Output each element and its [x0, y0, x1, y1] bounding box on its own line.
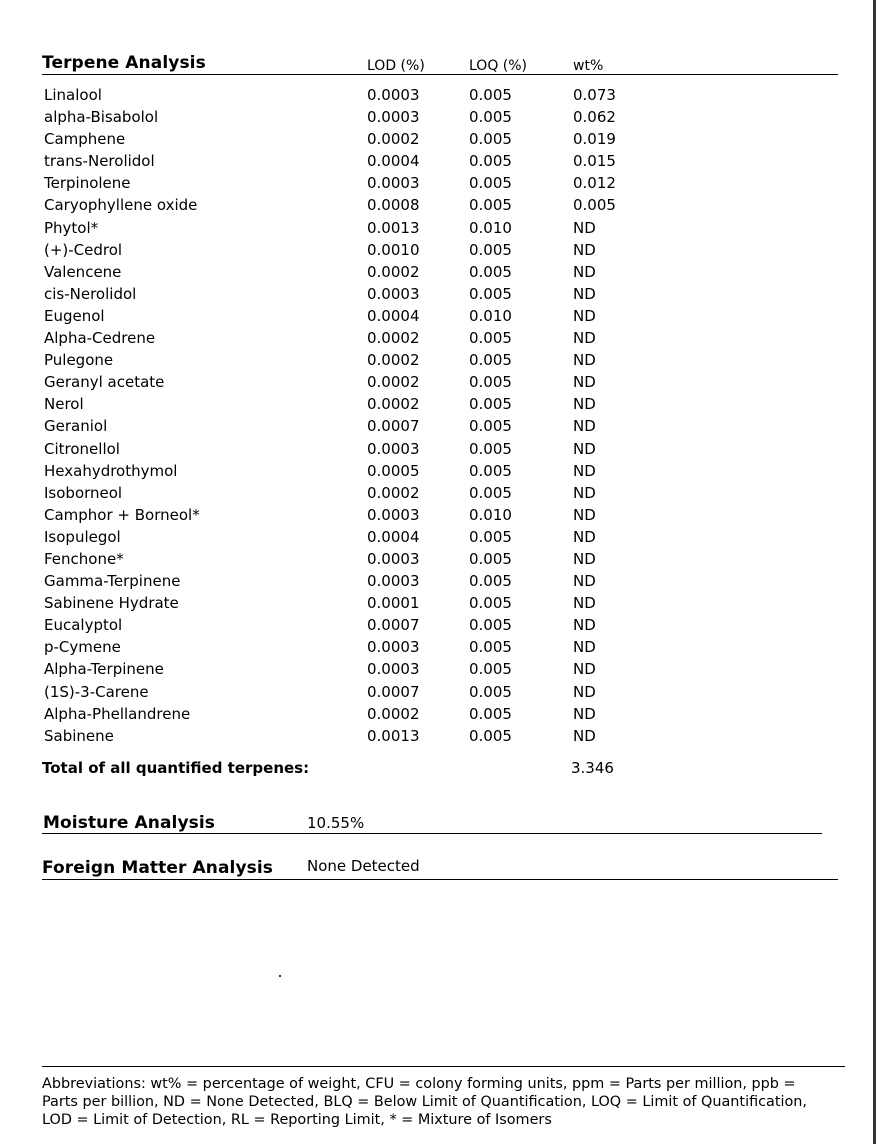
terpene-name: Terpinolene: [44, 174, 131, 193]
lod-value: 0.0007: [367, 417, 420, 436]
abbreviations-note: Abbreviations: wt% = percentage of weight, CFU = colony forming units, ppm = Parts per million, ppb = Parts per billion, ND = None Detected, BLQ = Below Limit of Quantification, LOQ = Limit of Quantification, LOD = Limit of Detection, RL = Reporting Limit, * = Mixture of Isomers: [42, 1076, 808, 1128]
loq-value: 0.005: [469, 351, 512, 370]
wt-value: 0.005: [573, 196, 616, 215]
terpene-name: cis-Nerolidol: [44, 284, 137, 303]
moisture-section: [42, 812, 822, 834]
stray-dot: [279, 975, 281, 977]
table-row: [44, 483, 744, 505]
terpene-total-value: 3.346: [571, 759, 614, 777]
terpene-name: Valencene: [44, 262, 122, 281]
wt-value: ND: [573, 439, 596, 458]
lod-value: 0.0010: [367, 240, 420, 259]
column-header-loq: LOQ (%): [469, 58, 528, 74]
terpene-name: Caryophyllene oxide: [44, 196, 198, 215]
wt-value: 0.073: [573, 86, 616, 104]
wt-value: 0.019: [573, 130, 616, 149]
lod-value: 0.0003: [367, 439, 420, 458]
wt-value: ND: [573, 660, 596, 679]
terpene-name: Nerol: [44, 395, 84, 414]
table-row: [44, 151, 744, 173]
terpene-name: Camphor + Borneol*: [44, 505, 200, 524]
lod-value: 0.0007: [367, 616, 420, 635]
foreign-matter-section: [42, 856, 838, 880]
lod-value: 0.0003: [367, 660, 420, 679]
loq-value: 0.005: [469, 638, 512, 657]
table-row: [44, 328, 744, 350]
table-row: [44, 571, 744, 593]
wt-value: ND: [573, 240, 596, 259]
loq-value: 0.005: [469, 395, 512, 414]
wt-value: ND: [573, 306, 596, 325]
wt-value: ND: [573, 572, 596, 591]
wt-value: ND: [573, 395, 596, 414]
moisture-value: 10.55%: [307, 814, 365, 832]
table-row: [44, 527, 744, 549]
wt-value: ND: [573, 329, 596, 348]
lod-value: 0.0002: [367, 395, 420, 414]
lod-value: 0.0003: [367, 108, 420, 127]
wt-value: ND: [573, 527, 596, 546]
lod-value: 0.0002: [367, 130, 420, 149]
table-row: [44, 682, 744, 704]
terpene-name: Isoborneol: [44, 483, 123, 502]
loq-value: 0.005: [469, 196, 512, 215]
lod-value: 0.0003: [367, 86, 420, 104]
lod-value: 0.0002: [367, 373, 420, 392]
terpene-table-body: [44, 85, 744, 748]
table-row: [44, 107, 744, 129]
lod-value: 0.0003: [367, 505, 420, 524]
table-row: [44, 461, 744, 483]
wt-value: ND: [573, 284, 596, 303]
loq-value: 0.005: [469, 284, 512, 303]
terpene-name: Eucalyptol: [44, 616, 123, 635]
wt-value: 0.012: [573, 174, 616, 193]
wt-value: 0.062: [573, 108, 616, 127]
lod-value: 0.0002: [367, 351, 420, 370]
terpene-name: Fenchone*: [44, 549, 124, 568]
loq-value: 0.005: [469, 704, 512, 723]
lod-value: 0.0003: [367, 572, 420, 591]
loq-value: 0.005: [469, 417, 512, 436]
table-row: [44, 726, 744, 748]
loq-value: 0.005: [469, 682, 512, 701]
table-row: [44, 659, 744, 681]
table-row: [44, 350, 744, 372]
loq-value: 0.005: [469, 483, 512, 502]
foreign-matter-section-title: Foreign Matter Analysis: [42, 858, 274, 878]
loq-value: 0.005: [469, 86, 512, 104]
wt-value: ND: [573, 505, 596, 524]
terpene-name: (+)-Cedrol: [44, 240, 123, 259]
loq-value: 0.005: [469, 329, 512, 348]
lod-value: 0.0008: [367, 196, 420, 215]
table-row: [44, 549, 744, 571]
lod-value: 0.0005: [367, 461, 420, 480]
lod-value: 0.0001: [367, 594, 420, 613]
loq-value: 0.010: [469, 306, 512, 325]
terpene-name: Phytol*: [44, 218, 99, 237]
loq-value: 0.005: [469, 726, 512, 745]
column-header-wt: wt%: [573, 58, 604, 74]
lod-value: 0.0003: [367, 174, 420, 193]
wt-value: ND: [573, 682, 596, 701]
terpene-name: Alpha-Cedrene: [44, 329, 156, 348]
moisture-section-title: Moisture Analysis: [43, 813, 216, 833]
table-row: [44, 262, 744, 284]
table-row: [44, 306, 744, 328]
terpene-name: trans-Nerolidol: [44, 152, 155, 171]
terpene-name: Sabinene Hydrate: [44, 594, 179, 613]
terpene-name: p-Cymene: [44, 638, 121, 657]
lod-value: 0.0002: [367, 704, 420, 723]
loq-value: 0.005: [469, 616, 512, 635]
loq-value: 0.005: [469, 549, 512, 568]
terpene-section-title: Terpene Analysis: [42, 53, 206, 73]
table-row: [44, 85, 744, 107]
table-row: [44, 372, 744, 394]
lod-value: 0.0013: [367, 218, 420, 237]
wt-value: ND: [573, 594, 596, 613]
lod-value: 0.0003: [367, 284, 420, 303]
terpene-name: Geraniol: [44, 417, 108, 436]
wt-value: ND: [573, 704, 596, 723]
lod-value: 0.0002: [367, 262, 420, 281]
lod-value: 0.0002: [367, 483, 420, 502]
terpene-name: Sabinene: [44, 726, 114, 745]
wt-value: ND: [573, 616, 596, 635]
terpene-name: Gamma-Terpinene: [44, 572, 181, 591]
terpene-name: (1S)-3-Carene: [44, 682, 149, 701]
terpene-table-header: [42, 52, 838, 75]
table-row: [44, 129, 744, 151]
terpene-name: Alpha-Phellandrene: [44, 704, 191, 723]
wt-value: ND: [573, 726, 596, 745]
loq-value: 0.005: [469, 373, 512, 392]
terpene-name: Eugenol: [44, 306, 105, 325]
terpene-name: Hexahydrothymol: [44, 461, 178, 480]
lod-value: 0.0003: [367, 549, 420, 568]
lod-value: 0.0004: [367, 152, 420, 171]
table-row: [44, 284, 744, 306]
table-row: [44, 173, 744, 195]
table-row: [44, 505, 744, 527]
table-row: [44, 637, 744, 659]
loq-value: 0.005: [469, 461, 512, 480]
terpene-total-label: Total of all quantified terpenes:: [42, 759, 310, 777]
lod-value: 0.0003: [367, 638, 420, 657]
loq-value: 0.005: [469, 594, 512, 613]
loq-value: 0.005: [469, 439, 512, 458]
table-row: [44, 218, 744, 240]
table-row: [44, 593, 744, 615]
wt-value: ND: [573, 351, 596, 370]
loq-value: 0.005: [469, 660, 512, 679]
loq-value: 0.005: [469, 108, 512, 127]
wt-value: 0.015: [573, 152, 616, 171]
loq-value: 0.005: [469, 240, 512, 259]
column-header-lod: LOD (%): [367, 58, 425, 74]
footer-divider: [42, 1066, 845, 1067]
loq-value: 0.010: [469, 505, 512, 524]
table-row: [44, 416, 744, 438]
lod-value: 0.0007: [367, 682, 420, 701]
loq-value: 0.005: [469, 527, 512, 546]
lod-value: 0.0013: [367, 726, 420, 745]
terpene-name: Linalool: [44, 86, 102, 104]
wt-value: ND: [573, 483, 596, 502]
terpene-name: Isopulegol: [44, 527, 121, 546]
table-row: [44, 195, 744, 217]
wt-value: ND: [573, 218, 596, 237]
loq-value: 0.010: [469, 218, 512, 237]
table-row: [44, 439, 744, 461]
wt-value: ND: [573, 638, 596, 657]
wt-value: ND: [573, 549, 596, 568]
loq-value: 0.005: [469, 174, 512, 193]
table-row: [44, 615, 744, 637]
table-row: [44, 240, 744, 262]
terpene-name: Citronellol: [44, 439, 120, 458]
terpene-name: Camphene: [44, 130, 126, 149]
terpene-name: Alpha-Terpinene: [44, 660, 164, 679]
foreign-matter-value: None Detected: [307, 857, 420, 875]
table-row: [44, 704, 744, 726]
lod-value: 0.0002: [367, 329, 420, 348]
terpene-name: Geranyl acetate: [44, 373, 165, 392]
loq-value: 0.005: [469, 152, 512, 171]
wt-value: ND: [573, 373, 596, 392]
wt-value: ND: [573, 417, 596, 436]
lod-value: 0.0004: [367, 527, 420, 546]
terpene-name: alpha-Bisabolol: [44, 108, 159, 127]
loq-value: 0.005: [469, 130, 512, 149]
wt-value: ND: [573, 461, 596, 480]
table-row: [44, 394, 744, 416]
wt-value: ND: [573, 262, 596, 281]
loq-value: 0.005: [469, 262, 512, 281]
terpene-name: Pulegone: [44, 351, 114, 370]
lod-value: 0.0004: [367, 306, 420, 325]
loq-value: 0.005: [469, 572, 512, 591]
